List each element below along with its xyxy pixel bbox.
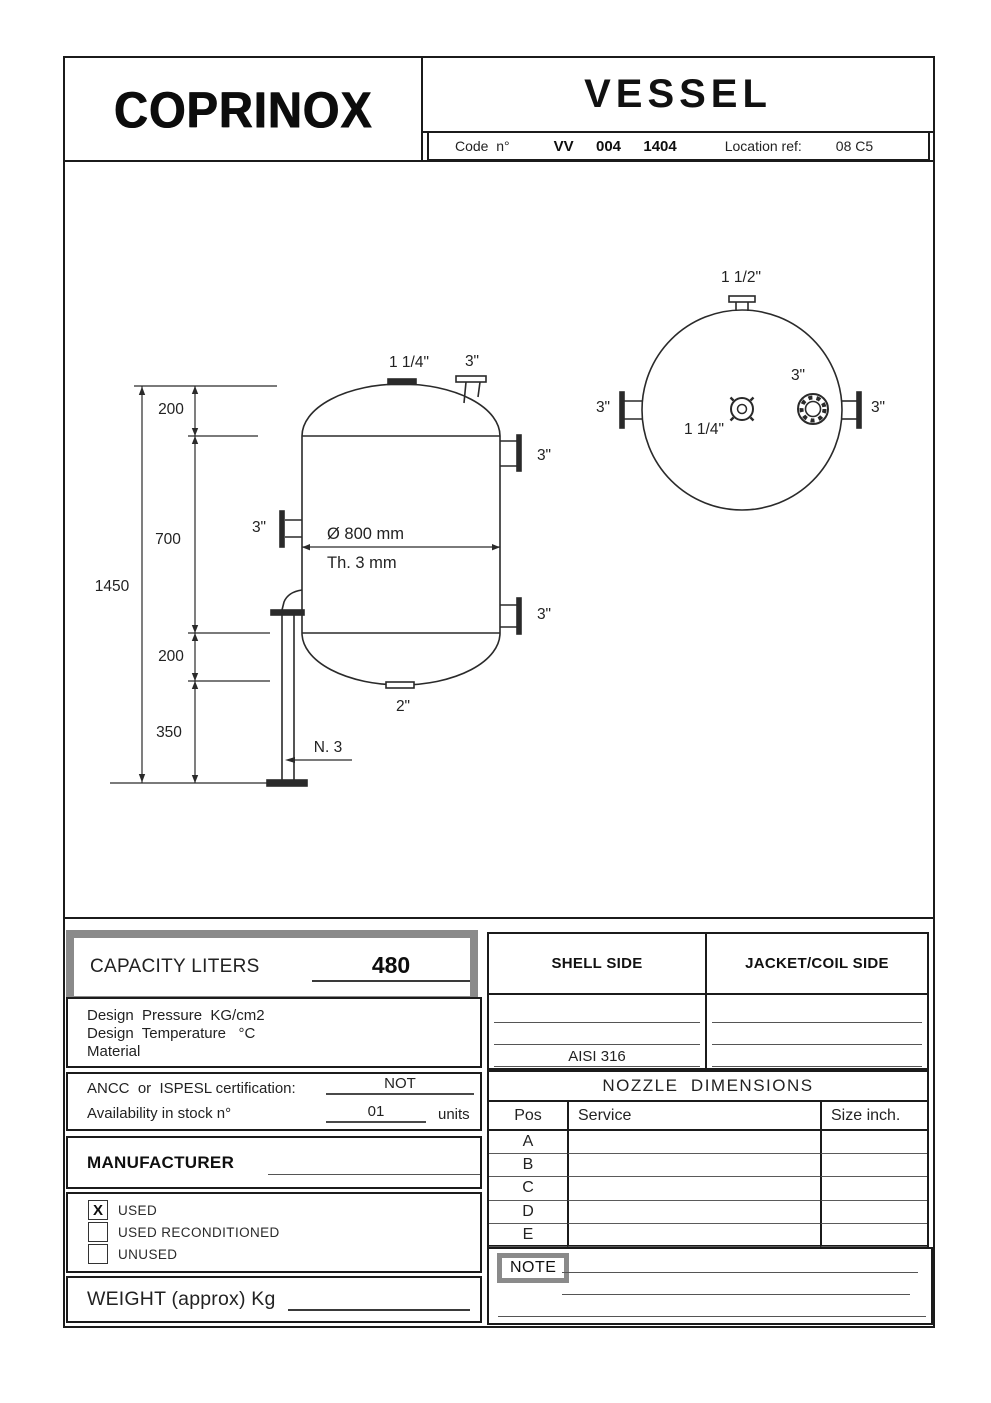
shell-side-values xyxy=(487,993,707,1070)
location-ref-value: 08 C5 xyxy=(835,138,874,154)
design-parameters-box xyxy=(66,997,482,1068)
used-checkbox: X xyxy=(88,1200,108,1220)
certification-row xyxy=(68,1074,480,1099)
code-strip xyxy=(427,131,930,161)
company-logo: COPRINOX xyxy=(113,80,373,138)
dim-bottom-label: 200 xyxy=(158,648,184,665)
service-cell xyxy=(567,1201,820,1224)
design-temperature-label: Design Temperature °C xyxy=(87,1025,256,1042)
note-line xyxy=(498,1316,926,1317)
nozzle-table-header xyxy=(489,1102,927,1131)
size-cell xyxy=(820,1224,927,1247)
used-reconditioned-checkbox xyxy=(88,1222,108,1242)
pos-cell: E xyxy=(489,1224,567,1247)
note-label: NOTE xyxy=(497,1253,569,1283)
logo-box xyxy=(63,56,423,162)
weight-label: WEIGHT (approx) Kg xyxy=(87,1288,276,1310)
service-cell xyxy=(567,1131,820,1154)
certification-value: NOT xyxy=(326,1075,474,1095)
pos-cell: D xyxy=(489,1201,567,1224)
condition-option-used xyxy=(88,1200,480,1220)
title-box xyxy=(421,56,935,133)
pos-cell: B xyxy=(489,1154,567,1177)
manufacturer-label: MANUFACTURER xyxy=(87,1153,235,1172)
capacity-box xyxy=(66,930,478,1004)
jacket-coil-side-header: JACKET/COIL SIDE xyxy=(705,932,929,995)
unused-checkbox xyxy=(88,1244,108,1264)
shell-side-header: SHELL SIDE xyxy=(487,932,707,995)
shell-temperature-value xyxy=(494,1026,700,1045)
drawing-separator xyxy=(63,917,935,919)
top-nozzle-offset-label: 3" xyxy=(790,367,806,384)
size-cell xyxy=(820,1177,927,1200)
weight-box xyxy=(66,1276,482,1323)
jacket-side-values xyxy=(705,993,929,1070)
manufacturer-value-line xyxy=(268,1174,480,1175)
table-row xyxy=(489,1224,927,1247)
code-value: VV 004 1404 xyxy=(553,137,677,155)
front-nozzle-left-label: 3" xyxy=(251,519,267,536)
page-title: VESSEL xyxy=(584,72,772,116)
diameter-label: Ø 800 mm xyxy=(327,525,405,543)
used-reconditioned-label: USED RECONDITIONED xyxy=(118,1224,280,1240)
pos-cell: A xyxy=(489,1131,567,1154)
top-nozzle-left-label: 3" xyxy=(595,399,611,416)
location-ref-label: Location ref: xyxy=(724,138,802,154)
size-cell xyxy=(820,1131,927,1154)
design-pressure-label: Design Pressure KG/cm2 xyxy=(87,1007,265,1024)
top-nozzle-right-label: 3" xyxy=(870,399,886,416)
weight-value-line xyxy=(288,1289,470,1311)
certification-box xyxy=(66,1072,482,1131)
stock-row xyxy=(68,1099,480,1124)
dim-total-label: 1450 xyxy=(94,578,130,595)
capacity-value: 480 xyxy=(312,952,470,982)
leg-count-label: N. 3 xyxy=(313,739,343,756)
vessel-drawing xyxy=(63,162,935,917)
nozzle-dimensions-table xyxy=(487,1070,929,1247)
table-row xyxy=(489,1201,927,1224)
front-nozzle-top-label: 1 1/4" xyxy=(389,354,429,371)
service-cell xyxy=(567,1154,820,1177)
table-row xyxy=(489,1177,927,1200)
jacket-pressure-value xyxy=(712,1004,922,1023)
condition-box xyxy=(66,1192,482,1273)
dim-shell-label: 700 xyxy=(155,531,181,548)
dim-top-label: 200 xyxy=(158,401,184,418)
condition-option-reconditioned xyxy=(88,1222,480,1242)
size-column-header: Size inch. xyxy=(820,1102,927,1129)
service-column-header: Service xyxy=(567,1102,820,1129)
table-row xyxy=(489,1131,927,1154)
service-cell xyxy=(567,1177,820,1200)
material-label: Material xyxy=(87,1043,141,1060)
condition-option-unused xyxy=(88,1244,480,1264)
service-cell xyxy=(567,1224,820,1247)
nozzle-table-title: NOZZLE DIMENSIONS xyxy=(489,1072,927,1102)
pos-column-header: Pos xyxy=(514,1106,542,1124)
jacket-temperature-value xyxy=(712,1026,922,1045)
stock-units-label: units xyxy=(438,1106,470,1123)
stock-value: 01 xyxy=(326,1103,426,1123)
table-row xyxy=(489,1154,927,1177)
top-nozzle-center-label: 1 1/4" xyxy=(684,421,724,438)
used-label: USED xyxy=(118,1202,158,1218)
code-label: Code n° xyxy=(455,138,510,154)
size-cell xyxy=(820,1154,927,1177)
size-cell xyxy=(820,1201,927,1224)
unused-label: UNUSED xyxy=(118,1246,178,1262)
certification-label: ANCC or ISPESL certification: xyxy=(87,1080,296,1097)
jacket-material-value xyxy=(712,1048,922,1067)
note-line xyxy=(562,1272,918,1273)
front-nozzle-lower-right-label: 3" xyxy=(536,606,552,623)
front-nozzle-top-right-label: 3" xyxy=(464,353,480,370)
front-nozzle-upper-right-label: 3" xyxy=(536,447,552,464)
capacity-label: CAPACITY LITERS xyxy=(90,956,260,977)
stock-label: Availability in stock n° xyxy=(87,1105,232,1122)
thickness-label: Th. 3 mm xyxy=(327,554,397,572)
note-box xyxy=(487,1247,933,1325)
shell-pressure-value xyxy=(494,1004,700,1023)
note-line xyxy=(562,1294,910,1295)
front-nozzle-bottom-label: 2" xyxy=(395,698,411,715)
shell-material-value: AISI 316 xyxy=(494,1048,700,1067)
dim-leg-label: 350 xyxy=(156,724,182,741)
top-nozzle-vent-label: 1 1/2" xyxy=(721,269,761,286)
pos-cell: C xyxy=(489,1177,567,1200)
manufacturer-box xyxy=(66,1136,482,1189)
